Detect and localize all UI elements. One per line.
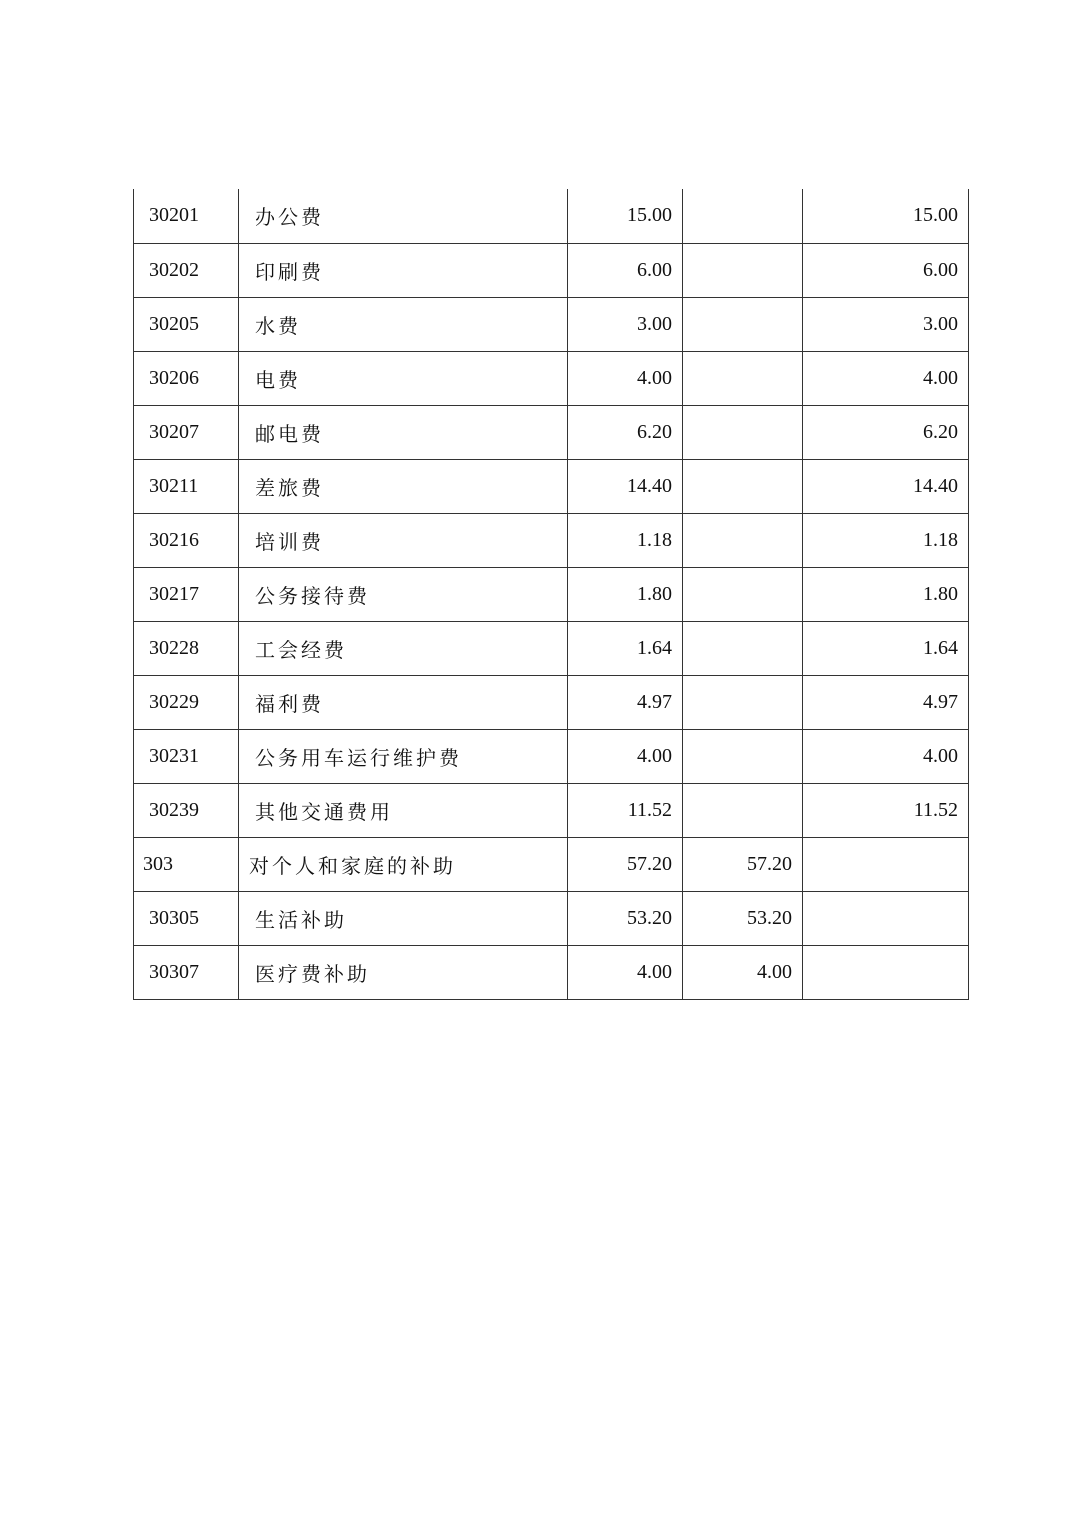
project-amount (803, 837, 969, 891)
table-row (134, 405, 969, 459)
table-row (134, 459, 969, 513)
basic-amount (683, 297, 803, 351)
table-row (134, 297, 969, 351)
basic-amount (683, 243, 803, 297)
basic-amount (683, 189, 803, 243)
item-name: 对个人和家庭的补助 (239, 837, 568, 891)
item-code: 30231 (134, 729, 239, 783)
table-row (134, 567, 969, 621)
total-amount: 6.00 (568, 243, 683, 297)
project-amount: 11.52 (803, 783, 969, 837)
total-amount: 53.20 (568, 891, 683, 945)
item-name: 公务用车运行维护费 (239, 729, 568, 783)
item-code: 30211 (134, 459, 239, 513)
total-amount: 3.00 (568, 297, 683, 351)
total-amount: 4.97 (568, 675, 683, 729)
item-name: 公务接待费 (239, 567, 568, 621)
project-amount: 4.00 (803, 729, 969, 783)
project-amount (803, 891, 969, 945)
item-code: 30305 (134, 891, 239, 945)
total-amount: 1.18 (568, 513, 683, 567)
item-code: 30307 (134, 945, 239, 999)
total-amount: 14.40 (568, 459, 683, 513)
total-amount: 6.20 (568, 405, 683, 459)
item-name: 电费 (239, 351, 568, 405)
basic-amount: 53.20 (683, 891, 803, 945)
item-name: 其他交通费用 (239, 783, 568, 837)
expenditure-table (133, 189, 969, 1000)
item-code: 30228 (134, 621, 239, 675)
project-amount (803, 945, 969, 999)
item-code: 30206 (134, 351, 239, 405)
total-amount: 57.20 (568, 837, 683, 891)
basic-amount (683, 513, 803, 567)
total-amount: 11.52 (568, 783, 683, 837)
table-row (134, 891, 969, 945)
table-body (134, 189, 969, 999)
item-code: 30216 (134, 513, 239, 567)
total-amount: 4.00 (568, 729, 683, 783)
item-code: 30205 (134, 297, 239, 351)
total-amount: 1.80 (568, 567, 683, 621)
basic-amount (683, 405, 803, 459)
table-row (134, 729, 969, 783)
item-name: 工会经费 (239, 621, 568, 675)
item-name: 生活补助 (239, 891, 568, 945)
project-amount: 6.20 (803, 405, 969, 459)
table-row (134, 837, 969, 891)
project-amount: 4.00 (803, 351, 969, 405)
item-code: 30202 (134, 243, 239, 297)
basic-amount: 57.20 (683, 837, 803, 891)
item-name: 办公费 (239, 189, 568, 243)
basic-amount (683, 783, 803, 837)
basic-amount (683, 459, 803, 513)
basic-amount: 4.00 (683, 945, 803, 999)
project-amount: 1.64 (803, 621, 969, 675)
project-amount: 6.00 (803, 243, 969, 297)
table-row (134, 783, 969, 837)
total-amount: 1.64 (568, 621, 683, 675)
basic-amount (683, 351, 803, 405)
table-row (134, 351, 969, 405)
table-row (134, 945, 969, 999)
table-row (134, 513, 969, 567)
basic-amount (683, 621, 803, 675)
project-amount: 1.80 (803, 567, 969, 621)
project-amount: 15.00 (803, 189, 969, 243)
item-name: 福利费 (239, 675, 568, 729)
item-code: 30201 (134, 189, 239, 243)
item-code: 303 (134, 837, 239, 891)
item-code: 30217 (134, 567, 239, 621)
item-code: 30207 (134, 405, 239, 459)
table-row (134, 243, 969, 297)
item-code: 30229 (134, 675, 239, 729)
basic-amount (683, 675, 803, 729)
table-row (134, 621, 969, 675)
table-row (134, 675, 969, 729)
item-name: 差旅费 (239, 459, 568, 513)
item-name: 印刷费 (239, 243, 568, 297)
item-name: 邮电费 (239, 405, 568, 459)
total-amount: 15.00 (568, 189, 683, 243)
table-row (134, 189, 969, 243)
item-name: 培训费 (239, 513, 568, 567)
project-amount: 4.97 (803, 675, 969, 729)
total-amount: 4.00 (568, 351, 683, 405)
project-amount: 1.18 (803, 513, 969, 567)
project-amount: 3.00 (803, 297, 969, 351)
basic-amount (683, 567, 803, 621)
total-amount: 4.00 (568, 945, 683, 999)
basic-amount (683, 729, 803, 783)
project-amount: 14.40 (803, 459, 969, 513)
item-name: 水费 (239, 297, 568, 351)
item-name: 医疗费补助 (239, 945, 568, 999)
item-code: 30239 (134, 783, 239, 837)
